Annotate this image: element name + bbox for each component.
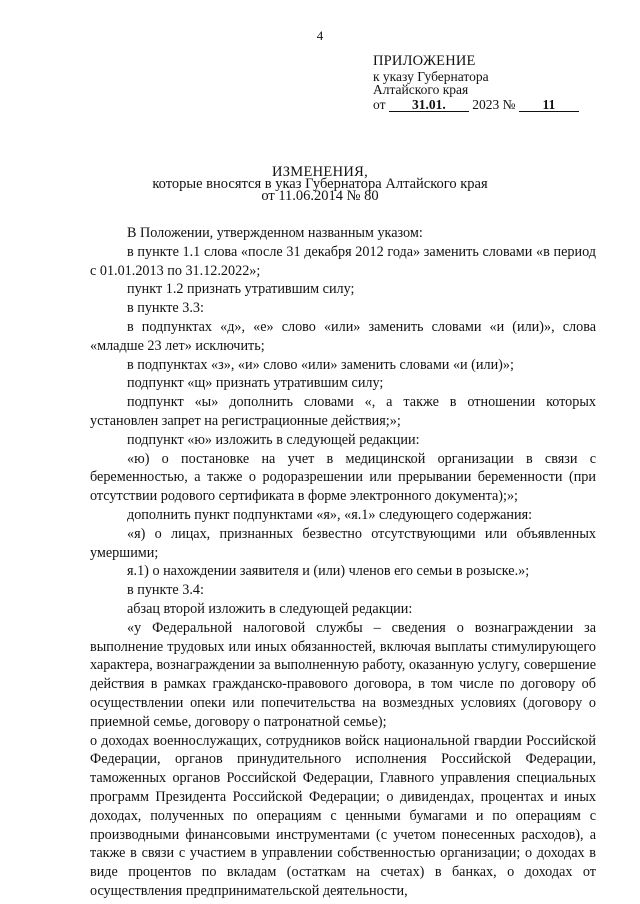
decree-date: 31.01. <box>389 99 469 112</box>
paragraph: подпункт «ю» изложить в следующей редакции: <box>127 431 420 448</box>
document-body <box>90 224 596 901</box>
appendix-block <box>373 55 579 112</box>
paragraph: в пункте 1.1 слова «после 31 декабря 2012 года» заменить словами «в период с 01.01.2013 по 31.12.2022»; <box>90 243 596 279</box>
paragraph: пункт 1.2 признать утратившим силу; <box>127 281 355 298</box>
document-title: ИЗМЕНЕНИЯ, <box>271 164 369 180</box>
page-number: 4 <box>316 28 324 43</box>
paragraph: в пункте 3.3: <box>127 300 204 317</box>
paragraph: «ю) о постановке на учет в медицинской организации в связи с беременностью, а также о родоразрешении или прерывании беременности (при отсутствии родового сертификата в форме электронного документа);»; <box>90 450 596 505</box>
paragraph: в подпунктах «з», «и» слово «или» заменить словами «и (или)»; <box>127 356 514 373</box>
paragraph: подпункт «ы» дополнить словами «, а также в отношении которых установлен запрет на регистрационные действия;»; <box>90 394 596 429</box>
paragraph: абзац второй изложить в следующей редакции: <box>127 600 413 617</box>
paragraph: я.1) о нахождении заявителя и (или) членов его семьи в розыске.»; <box>127 563 530 580</box>
number-sign: № <box>502 97 516 112</box>
document-subtitle-2: от 11.06.2014 № 80 <box>261 188 379 204</box>
paragraph: дополнить пункт подпунктами «я», «я.1» следующего содержания: <box>127 506 533 523</box>
decree-number: 11 <box>519 99 579 112</box>
document-subtitle-1: которые вносятся в указ Губернатора Алтайского края <box>152 176 488 192</box>
appendix-line-1: к указу Губернатора <box>373 69 489 84</box>
appendix-line-2: Алтайского края <box>373 82 469 97</box>
appendix-dateline <box>373 98 579 112</box>
document-heading <box>0 166 640 202</box>
date-prefix: от <box>373 97 386 112</box>
paragraph: в пункте 3.4: <box>127 582 204 599</box>
paragraph: В Положении, утвержденном названным указом: <box>127 225 423 241</box>
appendix-title: ПРИЛОЖЕНИЕ <box>373 53 476 69</box>
decree-year: 2023 <box>472 97 500 112</box>
paragraph: о доходах военнослужащих, сотрудников войск национальной гвардии Российской Федерации, органов принудительного исполнения Российской Федерации, таможенных органов Российской Федерации, Главного управления специальных программ Президента Российской Федерации; о дивидендах, процентах и иных доходах, полученных по операциям с ценными бумагами и по операциям с производными финансовыми инструментами (с учетом понесенных расходов), а также в связи с участием в управлении собственностью организации; о доходах в виде процентов по вкладам (остаткам на счетах) в банках, о доходах от осуществления предпринимательской деятельности, <box>90 732 596 899</box>
paragraph: «я) о лицах, признанных безвестно отсутствующими или объявленных умершими; <box>90 525 596 561</box>
paragraph: в подпунктах «д», «е» слово «или» заменить словами «и (или)», слова «младше 23 лет» исключить; <box>90 318 596 354</box>
paragraph: «у Федеральной налоговой службы – сведения о вознаграждении за выполнение трудовых или иных обязанностей, включая выплаты стимулирующего характера, вознаграждении за выполненную работу, оказанную услугу, совершение действия в рамках гражданско-правового договора, в том числе по договору об осуществлении опеки или попечительства на возмездных условиях (договору о приемной семье, договору о патронатной семье); <box>90 619 596 730</box>
paragraph: подпункт «щ» признать утратившим силу; <box>127 375 384 392</box>
